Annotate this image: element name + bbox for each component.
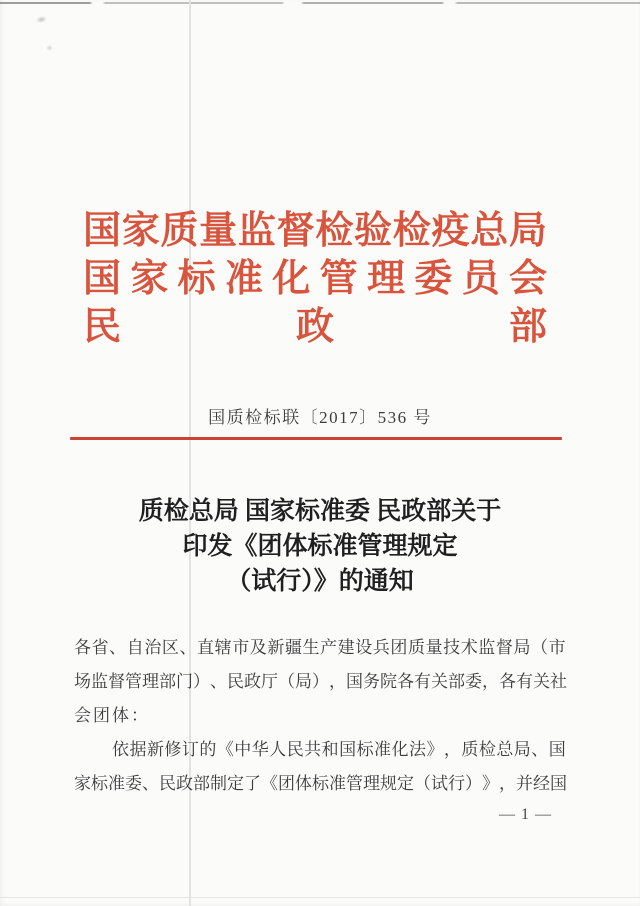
letterhead-agency-aqsiq: 国 家 质 量 监 督 检 验 检 疫 总 局 <box>83 209 547 252</box>
salutation-line: 场 监 督 管 理 部 门 ） 、 民 政 厅 （ 局 ） ， 国 务 院 各 有 关 部 委 ， 各 有 关 社 <box>74 671 567 691</box>
letterhead <box>83 202 547 346</box>
salutation-line: 各 省 、 自 治 区 、 直 辖 市 及 新 疆 生 产 建 设 兵 团 质 量 技 术 监 督 局 （ 市 <box>74 637 566 657</box>
letterhead-agency-sac: 国 家 标 准 化 管 理 委 员 会 <box>83 257 547 300</box>
notice-title-line: 印发《团体标准管理规定 <box>182 533 458 560</box>
salutation-line: 会 团 体 ： <box>74 705 148 725</box>
letterhead-agency-mca: 民 政 部 <box>83 305 547 348</box>
red-divider-rule <box>70 437 562 440</box>
body-paragraph-line: 家 标 准 委 、 民 政 部 制 定 了 《 团 体 标 准 管 理 规 定 （ 试 行 ） 》 ， 并 经 国 <box>74 773 567 793</box>
notice-title-line: 质检总局 国家标准委 民政部关于 <box>138 498 502 525</box>
notice-title-line: （试行）》的通知 <box>226 568 414 595</box>
body-paragraph-line: 依 据 新 修 订 的 《 中 华 人 民 共 和 国 标 准 化 法 》 ， 质 检 总 局 、 国 <box>112 739 566 759</box>
scan-artifact-smudge <box>46 45 53 51</box>
scan-artifact-smudge <box>35 15 47 25</box>
notice-body <box>74 628 566 798</box>
page-number: — 1 — <box>499 806 552 823</box>
scan-artifact-top-edge <box>0 2 640 4</box>
scan-artifact-bottom-edge <box>0 897 640 898</box>
document-number: 国质检标联〔2017〕536 号 <box>208 408 432 427</box>
notice-title <box>0 494 640 599</box>
